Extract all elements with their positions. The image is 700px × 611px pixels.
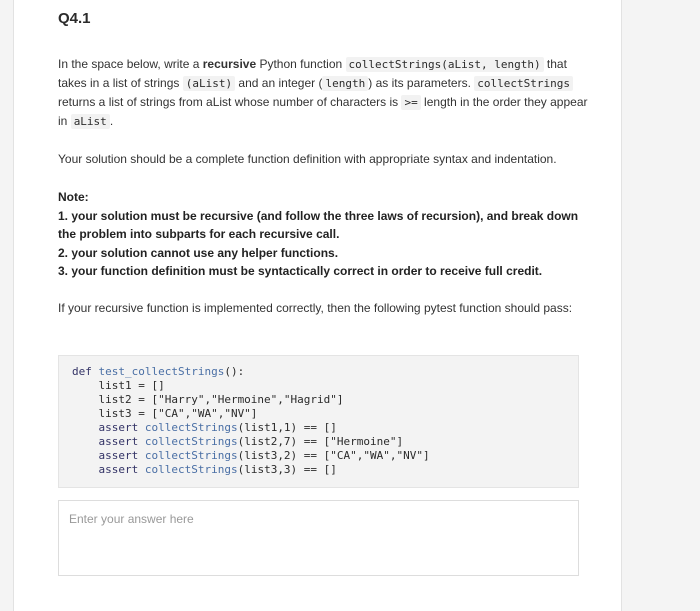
intro-text: that takes in a list of strings [58, 57, 567, 90]
intro-text: Python function [256, 57, 346, 71]
intro-text: returns a list of strings from aList whose number of characters is [58, 95, 402, 109]
code-line-3: list2 = ["Harry","Hermoine","Hagrid"] [72, 393, 344, 406]
inline-code-alist: aList [71, 114, 110, 129]
code-line-6: assert collectStrings(list2,7) == ["Hermoine"] [72, 435, 404, 448]
intro-text: ) as its parameters. [368, 76, 475, 90]
note-section [58, 188, 588, 281]
intro-text: length in the order they appear in [58, 95, 588, 128]
code-line-7: assert collectStrings(list3,2) == ["CA","WA","NV"] [72, 449, 430, 462]
intro-paragraph [58, 55, 588, 131]
code-line-8: assert collectStrings(list3,3) == [] [72, 463, 337, 476]
note-heading: Note: [58, 190, 89, 204]
solution-paragraph: Your solution should be a complete function definition with appropriate syntax and indentation. [58, 152, 557, 166]
code-line-2: list1 = [] [72, 379, 165, 392]
answer-input[interactable] [58, 500, 579, 576]
answer-placeholder: Enter your answer here [69, 512, 194, 526]
question-title: Q4.1 [58, 10, 91, 27]
code-line-5: assert collectStrings(list1,1) == [] [72, 421, 337, 434]
question-page [13, 0, 622, 611]
intro-text: and an integer ( [235, 76, 323, 90]
note-item-2: 2. your solution cannot use any helper functions. [58, 245, 339, 260]
pytest-paragraph: If your recursive function is implemented correctly, then the following pytest function should pass: [58, 300, 573, 315]
inline-code-alist: (aList) [183, 76, 235, 91]
code-block [58, 355, 579, 488]
inline-code-signature: collectStrings(aList, length) [346, 57, 544, 72]
intro-bold-recursive: recursive [202, 57, 257, 71]
code-line-4: list3 = ["CA","WA","NV"] [72, 407, 258, 420]
intro-text: . [109, 114, 114, 128]
code-line-1: def test_collectStrings(): [72, 365, 245, 378]
inline-code-length: length [322, 76, 368, 91]
note-item-1: 1. your solution must be recursive (and follow the three laws of recursion), and break down the problem into subparts for each recursive call. [58, 208, 579, 241]
question-body [58, 55, 588, 318]
note-item-3: 3. your function definition must be syntactically correct in order to receive full credit. [58, 264, 543, 278]
inline-code-operator: >= [401, 95, 420, 110]
inline-code-function-name: collectStrings [474, 76, 573, 91]
intro-text: In the space below, write a [58, 57, 203, 71]
